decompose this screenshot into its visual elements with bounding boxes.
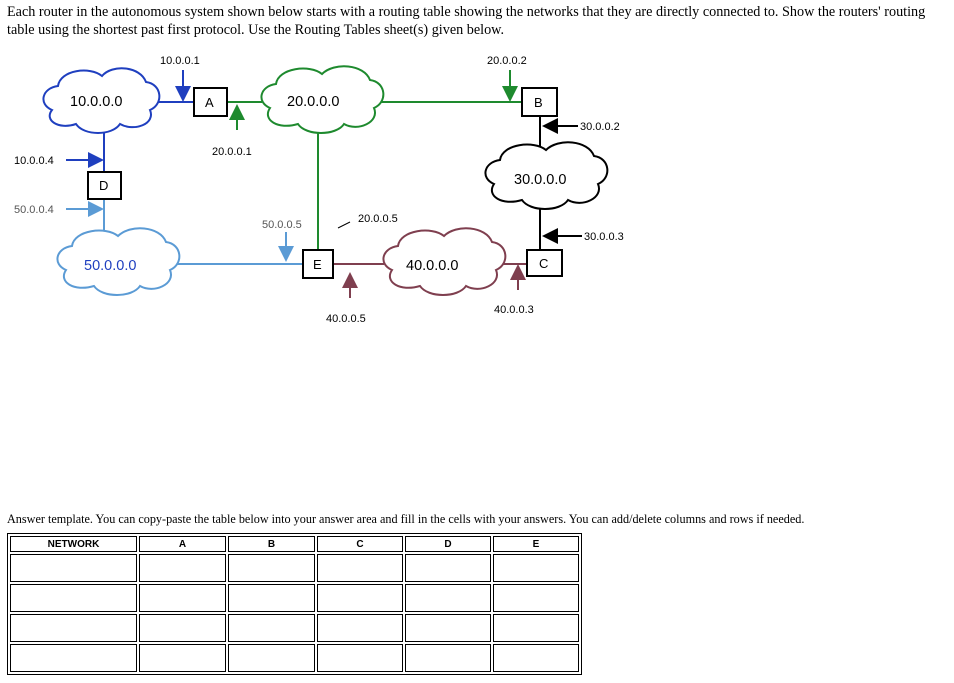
- iface-e-left: 50.0.0.5: [262, 219, 302, 231]
- answer-instructions: Answer template. You can copy-paste the table below into your answer area and fill in the cells with your answers. You can add/delete columns and rows if needed.: [7, 512, 805, 526]
- table-cell[interactable]: [405, 614, 491, 642]
- table-cell[interactable]: [493, 584, 579, 612]
- router-b-label: B: [534, 95, 543, 110]
- col-header-a: A: [139, 536, 226, 552]
- table-cell[interactable]: [139, 614, 226, 642]
- router-c-label: C: [539, 256, 549, 271]
- iface-d-bottom: 50.0.0.4: [14, 204, 54, 216]
- table-row: [10, 584, 579, 612]
- network-label-50: 50.0.0.0: [84, 258, 137, 274]
- iface-e-bottom: 40.0.0.5: [326, 313, 366, 325]
- table-cell[interactable]: [10, 584, 137, 612]
- table-cell[interactable]: [317, 644, 403, 672]
- table-cell[interactable]: [139, 584, 226, 612]
- iface-c-bottom: 40.0.0.3: [494, 304, 534, 316]
- table-cell[interactable]: [405, 584, 491, 612]
- iface-a-top: 10.0.0.1: [160, 55, 200, 67]
- table-cell[interactable]: [405, 644, 491, 672]
- answer-table-header-row: [10, 536, 579, 552]
- table-cell[interactable]: [10, 554, 137, 582]
- network-label-20: 20.0.0.0: [287, 94, 340, 110]
- router-a-label: A: [205, 95, 214, 110]
- network-label-40: 40.0.0.0: [406, 258, 459, 274]
- router-c: [527, 250, 562, 276]
- table-cell[interactable]: [317, 614, 403, 642]
- col-header-b: B: [228, 536, 315, 552]
- network-label-10: 10.0.0.0: [70, 94, 123, 110]
- table-row: [10, 614, 579, 642]
- table-cell[interactable]: [139, 554, 226, 582]
- table-row: [10, 644, 579, 672]
- col-header-d: D: [405, 536, 491, 552]
- table-cell[interactable]: [228, 644, 315, 672]
- iface-c-right: 30.0.0.3: [584, 231, 624, 243]
- col-header-c: C: [317, 536, 403, 552]
- table-cell[interactable]: [10, 644, 137, 672]
- iface-e-top: 20.0.0.5: [358, 213, 398, 225]
- question-text: Each router in the autonomous system shown below starts with a routing table showing the networks that they are directly connected to. Show the routers' routing table using the shortest past first protocol. Use the Routing Tables sheet(s) given below.: [7, 4, 926, 38]
- router-b: [522, 88, 557, 116]
- network-label-30: 30.0.0.0: [514, 172, 567, 188]
- table-cell[interactable]: [317, 584, 403, 612]
- table-cell[interactable]: [10, 614, 137, 642]
- col-header-network: NETWORK: [10, 536, 137, 552]
- table-row: [10, 554, 579, 582]
- answer-table: [7, 533, 582, 675]
- iface-b-top: 20.0.0.2: [487, 55, 527, 67]
- table-cell[interactable]: [317, 554, 403, 582]
- iface-b-right: 30.0.0.2: [580, 121, 620, 133]
- router-e: [303, 250, 333, 278]
- table-cell[interactable]: [228, 584, 315, 612]
- table-cell[interactable]: [493, 614, 579, 642]
- router-d: [88, 172, 121, 199]
- router-e-label: E: [313, 257, 322, 272]
- table-cell[interactable]: [228, 554, 315, 582]
- table-cell[interactable]: [228, 614, 315, 642]
- table-cell[interactable]: [493, 644, 579, 672]
- table-cell[interactable]: [405, 554, 491, 582]
- iface-d-top: 10.0.0.4: [14, 155, 54, 167]
- table-cell[interactable]: [493, 554, 579, 582]
- router-d-label: D: [99, 178, 109, 193]
- table-cell[interactable]: [139, 644, 226, 672]
- col-header-e: E: [493, 536, 579, 552]
- iface-a-bottom: 20.0.0.1: [212, 146, 252, 158]
- arrow-e-top: [338, 222, 350, 228]
- router-a: [194, 88, 227, 116]
